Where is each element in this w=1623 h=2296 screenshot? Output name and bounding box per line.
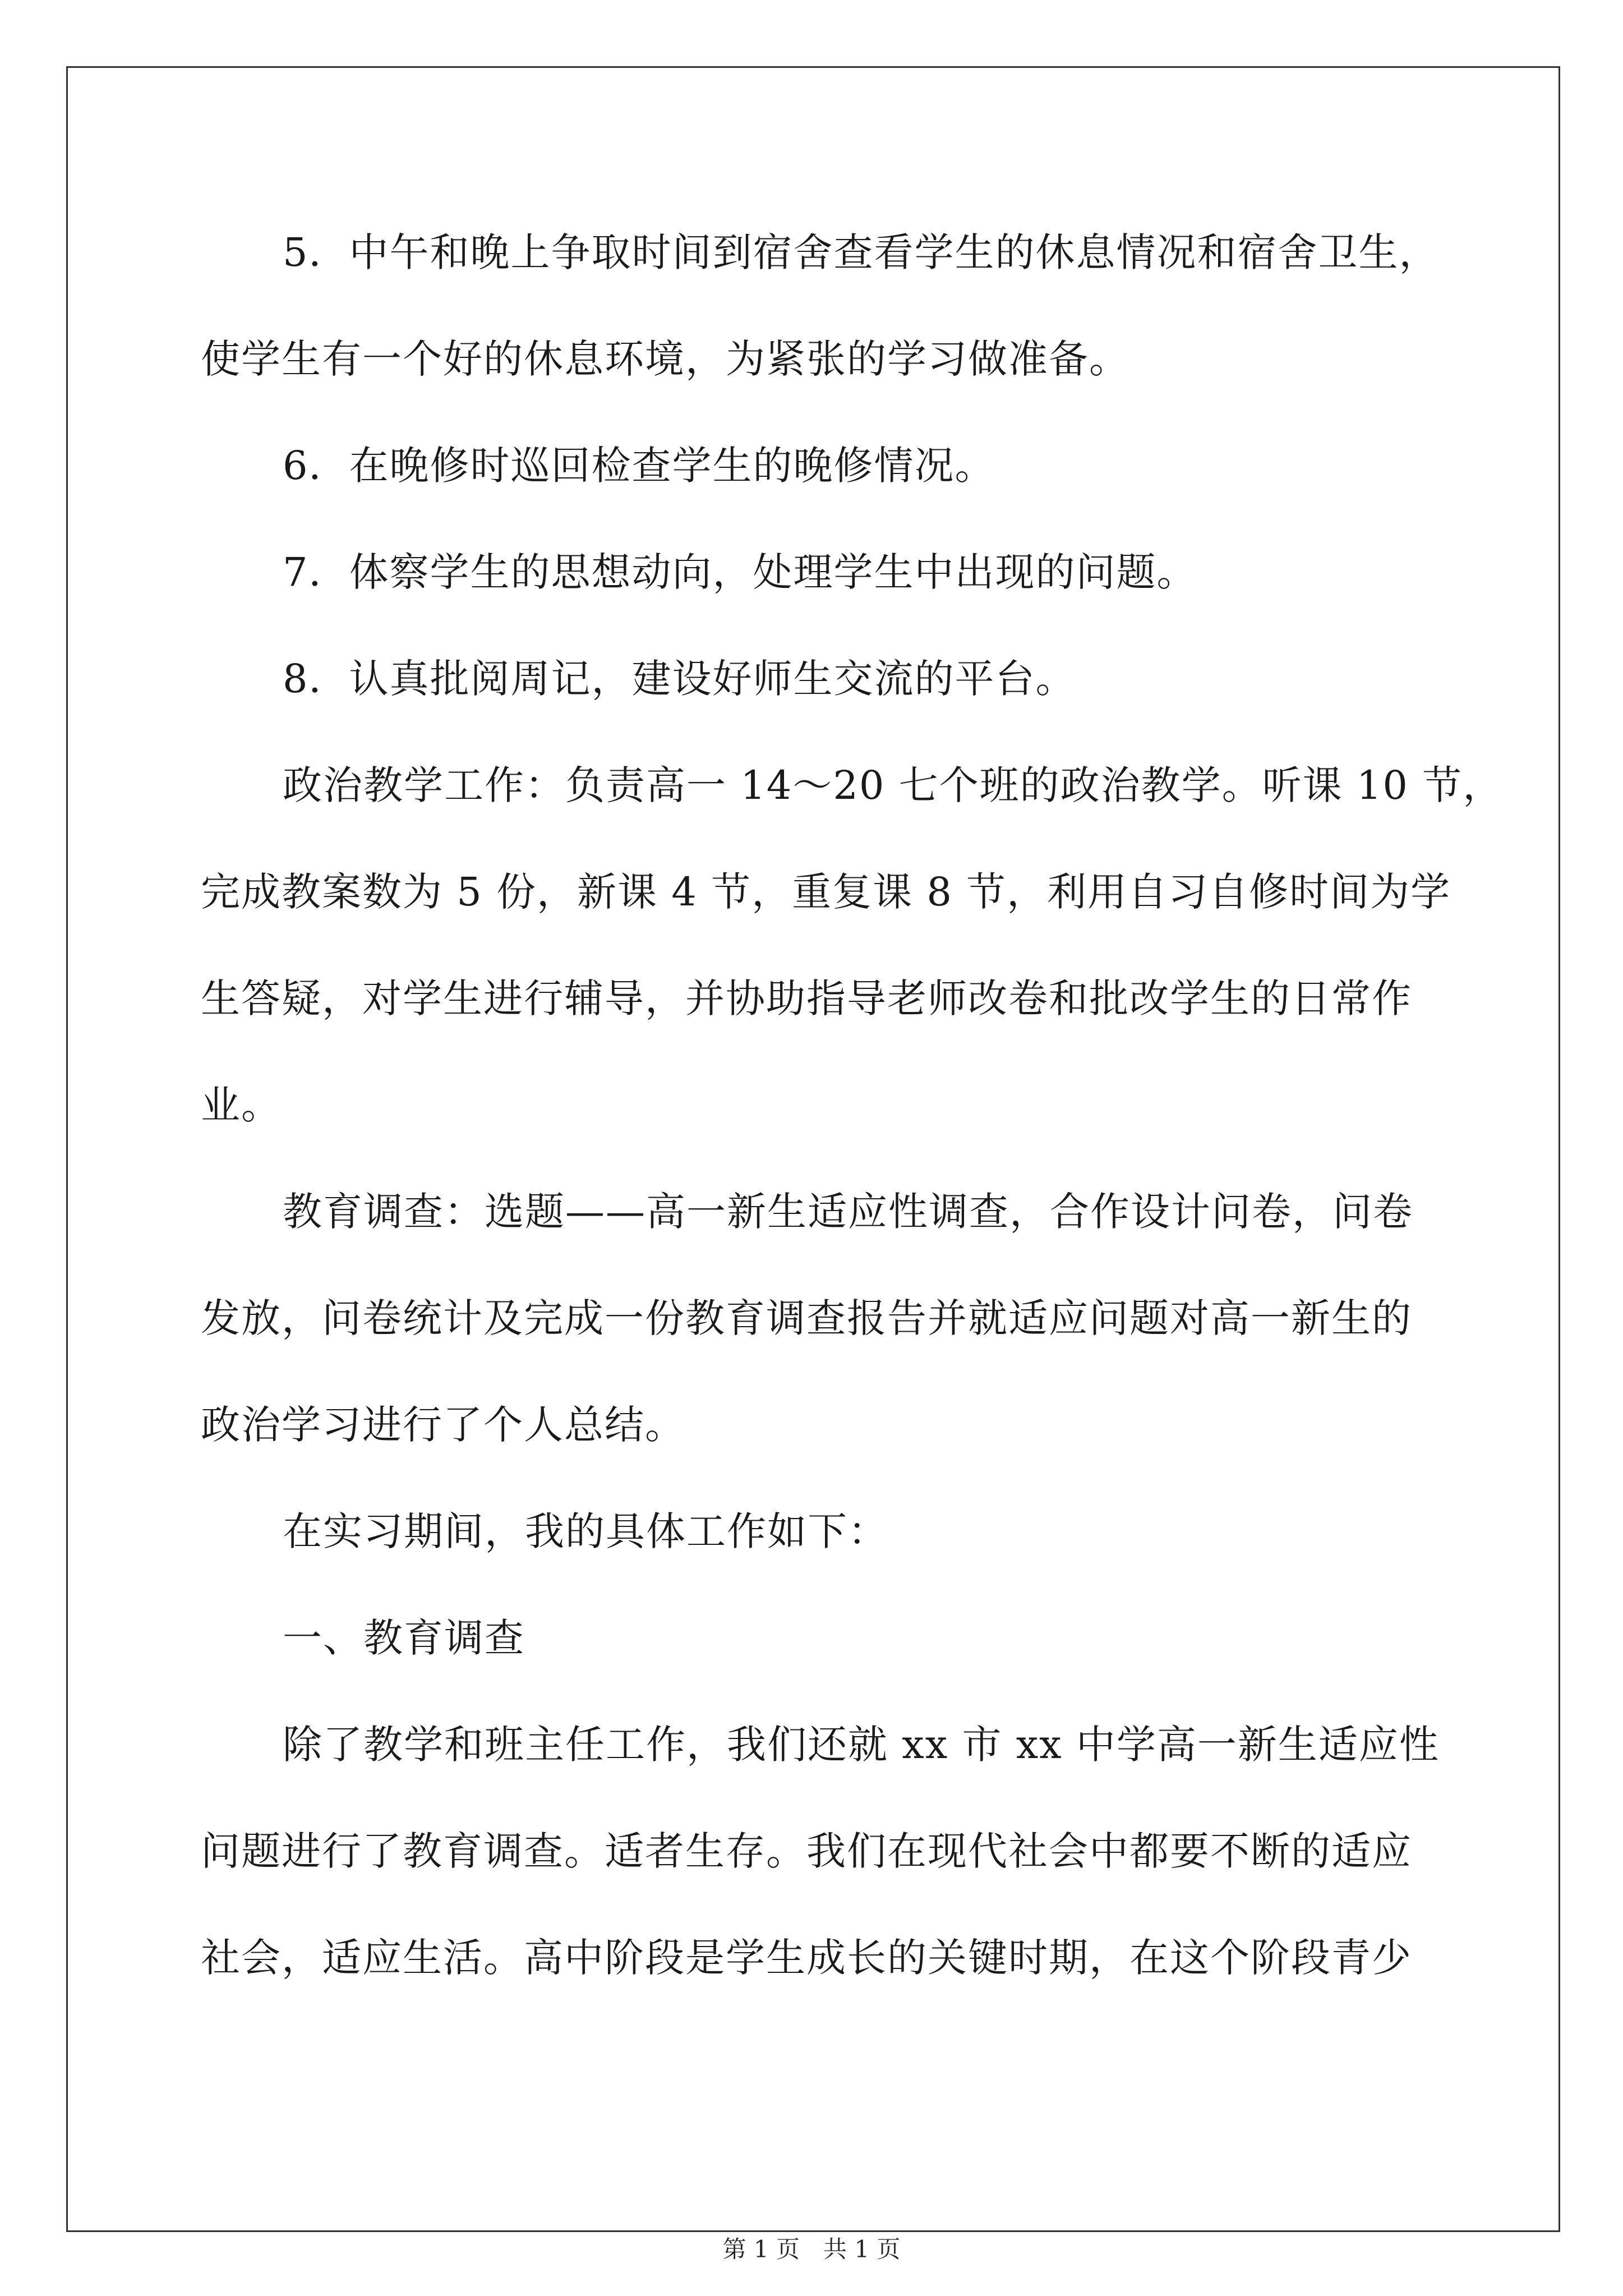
text-line: 5．中午和晚上争取时间到宿舍查看学生的休息情况和宿舍卫生， [283,229,1440,275]
text-line: 6．在晚修时巡回检查学生的晚修情况。 [283,443,995,489]
page-number-footer: 第 1 页 共 1 页 [722,2235,901,2263]
text-line: 除了教学和班主任工作，我们还就 xx 市 xx 中学高一新生适应性 [283,1722,1440,1768]
page-border [66,66,1560,2232]
text-line: 使学生有一个好的休息环境，为紧张的学习做准备。 [201,336,1129,382]
text-line: 问题进行了教育调查。适者生存。我们在现代社会中都要不断的适应 [201,1828,1412,1874]
text-line: 政治教学工作：负责高一 14～20 七个班的政治教学。听课 10 节， [283,762,1504,808]
text-line: 7．体察学生的思想动向，处理学生中出现的问题。 [283,549,1197,595]
text-line: 社会，适应生活。高中阶段是学生成长的关键时期，在这个阶段青少 [201,1935,1412,1981]
text-line: 完成教案数为 5 份，新课 4 节，重复课 8 节，利用自习自修时间为学 [201,869,1451,915]
text-line: 8．认真批阅周记，建设好师生交流的平台。 [283,656,1076,702]
text-line: 生答疑，对学生进行辅导，并协助指导老师改卷和批改学生的日常作 [201,976,1412,1022]
text-line: 政治学习进行了个人总结。 [201,1402,685,1448]
text-line: 教育调查：选题——高一新生适应性调查，合作设计问卷，问卷 [283,1189,1413,1235]
text-line: 在实习期间，我的具体工作如下： [283,1508,888,1554]
text-line: 业。 [201,1082,282,1128]
text-line: 发放，问卷统计及完成一份教育调查报告并就适应问题对高一新生的 [201,1295,1412,1341]
section-heading: 一、教育调查 [283,1615,525,1661]
